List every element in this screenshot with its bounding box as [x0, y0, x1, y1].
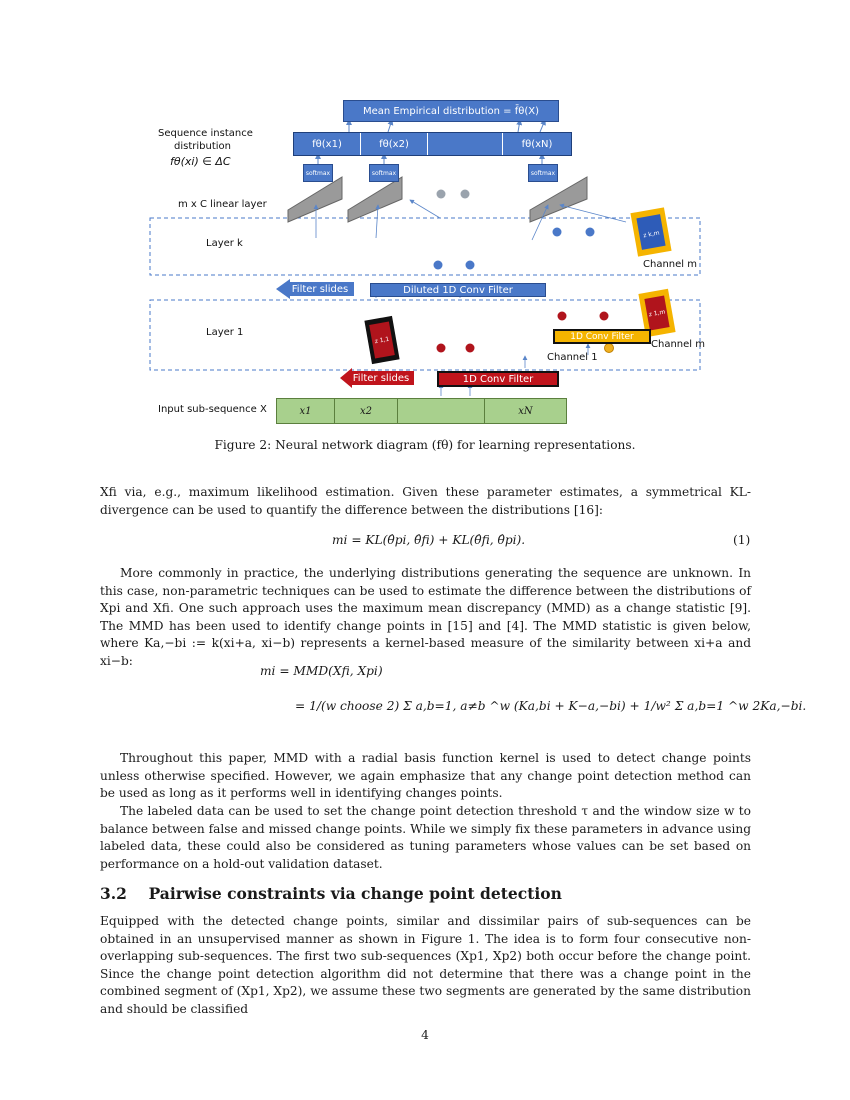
linear-layer-2	[348, 177, 402, 222]
channel-1-filter	[364, 316, 399, 364]
f-cell-ellipsis	[428, 133, 503, 155]
linear-layer-label: m x C linear layer	[178, 199, 267, 210]
filter-slides-label-top: Filter slides	[291, 283, 349, 295]
input-cell-2: x2	[335, 399, 398, 423]
sequence-distribution-row	[293, 132, 572, 156]
sequence-label-3: fθ(xi) ∈ ΔC	[170, 155, 231, 168]
conv-filter-red: 1D Conv Filter	[437, 371, 559, 387]
diluted-conv-filter: Diluted 1D Conv Filter	[370, 283, 546, 297]
f-cell-1: fθ(x1)	[294, 133, 361, 155]
paragraph-3-text: Throughout this paper, MMD with a radial basis function kernel is used to detect change points unless otherwise specified. However, we again emphasize that any change point detection method can be used as long as it performs well in identifying changes points.	[100, 751, 751, 800]
paragraph-4-text: The labeled data can be used to set the change point detection threshold τ and the window size w to balance between false and missed change points. While we simply fix these parameters in advance using labeled data, these could also be considered as tuning parameters whose values can be set based on performance on a hold-out validation dataset.	[100, 804, 751, 871]
svg-text:z k,m: z k,m	[642, 229, 661, 240]
section-title: Pairwise constraints via change point detection	[148, 884, 562, 903]
layer-1-label: Layer 1	[206, 327, 244, 338]
input-label: Input sub-sequence X	[158, 404, 267, 415]
softmax-box-2: softmax	[369, 164, 399, 182]
input-cell-1: x1	[277, 399, 335, 423]
section-number: 3.2	[100, 884, 127, 903]
f-cell-2: fθ(x2)	[361, 133, 428, 155]
paragraph-5	[100, 913, 751, 1018]
linear-layer-1	[288, 177, 342, 222]
figure-caption: Figure 2: Neural network diagram (fθ) for learning representations.	[214, 438, 636, 452]
channel-1-label: Channel 1	[547, 352, 598, 363]
f-cell-n: fθ(xN)	[521, 138, 553, 150]
equation-1: mi = KL(θ̂pi, θ̂fi) + KL(θ̂fi, θ̂pi).	[332, 533, 526, 547]
input-cell-n: xN	[518, 405, 533, 417]
paragraph-1-text: Xfi via, e.g., maximum likelihood estimation. Given these parameter estimates, a symmetrical KL-divergence can be used to quantify the difference between the distributions [16]:	[100, 485, 751, 517]
filter-slides-label-bottom: Filter slides	[352, 372, 410, 384]
svg-text:z 1,m: z 1,m	[648, 308, 666, 319]
paragraph-1	[100, 484, 751, 519]
softmax-box-1: softmax	[303, 164, 333, 182]
mean-distribution-box	[343, 100, 559, 122]
paragraph-4	[100, 803, 751, 873]
input-cell-ellipsis	[398, 399, 485, 423]
equation-2-line-2: = 1/(w choose 2) Σ a,b=1, a≠b ^w (Ka,bi + K−a,−bi) + 1/w² Σ a,b=1 ^w 2Ka,−bi.	[295, 699, 807, 713]
neural-network-figure	[0, 0, 850, 440]
paragraph-3	[100, 750, 751, 803]
section-heading	[100, 884, 562, 903]
figure-graphics	[0, 0, 850, 440]
paragraph-2	[100, 565, 751, 670]
svg-text:z 1,1: z 1,1	[374, 335, 390, 346]
mean-distribution-label: Mean Empirical distribution = f̄θ(X)	[362, 105, 540, 117]
layer-k-label: Layer k	[206, 238, 243, 249]
sequence-label-2: distribution	[174, 141, 231, 152]
channel-m-label-bottom: Channel m	[651, 339, 705, 350]
paragraph-2-text: More commonly in practice, the underlying distributions generating the sequence are unknown. In this case, non-parametric techniques can be used to estimate the difference between the distributions of Xpi and Xfi. One such approach uses the maximum mean discrepancy (MMD) as a change statistic [9]. The MMD has been used to identify change points in [15] and [4]. The MMD statistic is given below, where Ka,−bi := k(xi+a, xi−b) represents a kernel-based measure of the similarity between xi+a and xi−b:	[100, 566, 751, 668]
input-sequence-row	[276, 398, 567, 424]
channel-m-label-top: Channel m	[643, 259, 697, 270]
softmax-box-3: softmax	[528, 164, 558, 182]
conv-filter-yellow: 1D Conv Filter	[553, 329, 651, 344]
equation-1-number: (1)	[733, 533, 751, 547]
sequence-label-1: Sequence instance	[158, 128, 253, 139]
channel-m-filter-k	[630, 207, 671, 256]
equation-2-line-1: mi = MMD(Xfi, Xpi)	[260, 664, 383, 678]
linear-layer-3	[530, 177, 587, 222]
page-number: 4	[421, 1028, 429, 1042]
paragraph-5-text: Equipped with the detected change points, similar and dissimilar pairs of sub-sequences can be obtained in an unsupervised manner as shown in Figure 1. The idea is to form four consecutive non-overlapping sub-sequences. The first two sub-sequences (Xp1, Xp2) both occur before the change point. Since the change point detection algorithm did not determine that there was a change point in the combined segment of (Xp1, Xp2), we assume these two segments are generated by the same distribution and should be classified	[100, 914, 751, 1016]
